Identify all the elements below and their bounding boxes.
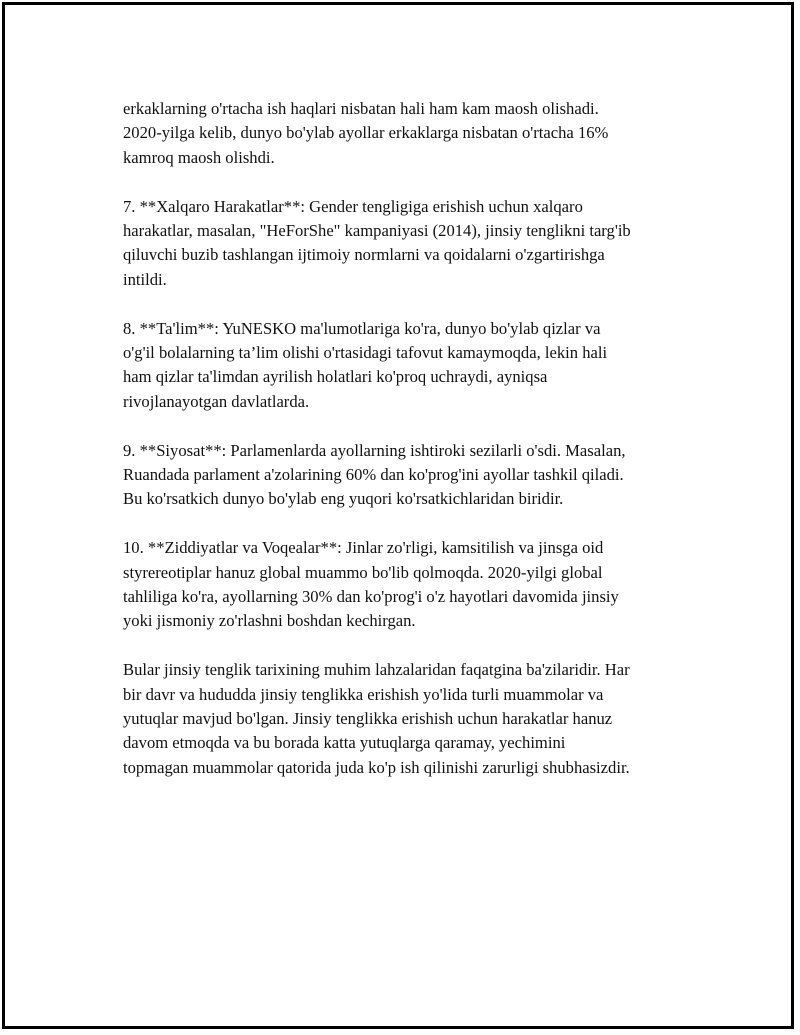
- text-line: harakatlar, masalan, "HeForShe" kampaniyasi (2014), jinsiy tenglikni targ'ib: [123, 221, 631, 241]
- text-line: Ruandada parlament a'zolarining 60% dan ko'prog'ini ayollar tashkil qiladi.: [123, 465, 624, 485]
- paragraph-item-9: [123, 439, 703, 512]
- text-line: yoki jismoniy zo'rlashni boshdan kechirgan.: [123, 611, 416, 631]
- text-line: o'g'il bolalarning ta’lim olishi o'rtasidagi tafovut kamaymoqda, lekin hali: [123, 343, 608, 363]
- text-line: 7. **Xalqaro Harakatlar**: Gender tengligiga erishish uchun xalqaro: [123, 196, 583, 216]
- text-line: kamroq maosh olishdi.: [123, 147, 275, 167]
- paragraph-item-7: [123, 195, 703, 293]
- text-line: styrereotiplar hanuz global muammo bo'lib qolmoqda. 2020-yilgi global: [123, 562, 603, 582]
- text-line: 8. **Ta'lim**: YuNESKO ma'lumotlariga ko'ra, dunyo bo'ylab qizlar va: [123, 318, 601, 338]
- text-line: 10. **Ziddiyatlar va Voqealar**: Jinlar zo'rligi, kamsitilish va jinsga oid: [123, 538, 604, 558]
- text-line: 2020-yilga kelib, dunyo bo'ylab ayollar erkaklarga nisbatan o'rtacha 16%: [123, 123, 609, 143]
- text-line: intildi.: [123, 269, 167, 289]
- paragraph-continuation: [123, 97, 703, 170]
- text-line: 9. **Siyosat**: Parlamenlarda ayollarning ishtiroki sezilarli o'sdi. Masalan,: [123, 440, 626, 460]
- text-line: Bu ko'rsatkich dunyo bo'ylab eng yuqori ko'rsatkichlaridan biridir.: [123, 489, 564, 509]
- text-line: rivojlanayotgan davlatlarda.: [123, 391, 310, 411]
- text-line: bir davr va hududda jinsiy tenglikka erishish yo'lida turli muammolar va: [123, 684, 604, 704]
- text-line: yutuqlar mavjud bo'lgan. Jinsiy tenglikka erishish uchun harakatlar hanuz: [123, 709, 613, 729]
- text-line: qiluvchi buzib tashlangan ijtimoiy normlarni va qoidalarni o'zgartirishga: [123, 245, 605, 265]
- text-line: tahliliga ko'ra, ayollarning 30% dan ko'prog'i o'z hayotlari davomida jinsiy: [123, 587, 619, 607]
- paragraph-item-10: [123, 536, 703, 634]
- text-line: topmagan muammolar qatorida juda ko'p ish qilinishi zarurligi shubhasizdir.: [123, 757, 630, 777]
- paragraph-conclusion: [123, 658, 703, 780]
- document-body: [123, 97, 703, 805]
- text-line: erkaklarning o'rtacha ish haqlari nisbatan hali ham kam maosh olishadi.: [123, 99, 599, 118]
- paragraph-item-8: [123, 317, 703, 415]
- text-line: davom etmoqda va bu borada katta yutuqlarga qaramay, yechimini: [123, 733, 566, 753]
- text-line: ham qizlar ta'limdan ayrilish holatlari ko'proq uchraydi, ayniqsa: [123, 367, 548, 387]
- text-line: Bular jinsiy tenglik tarixining muhim lahzalaridan faqatgina ba'zilaridir. Har: [123, 660, 630, 680]
- page-frame: [2, 2, 794, 1029]
